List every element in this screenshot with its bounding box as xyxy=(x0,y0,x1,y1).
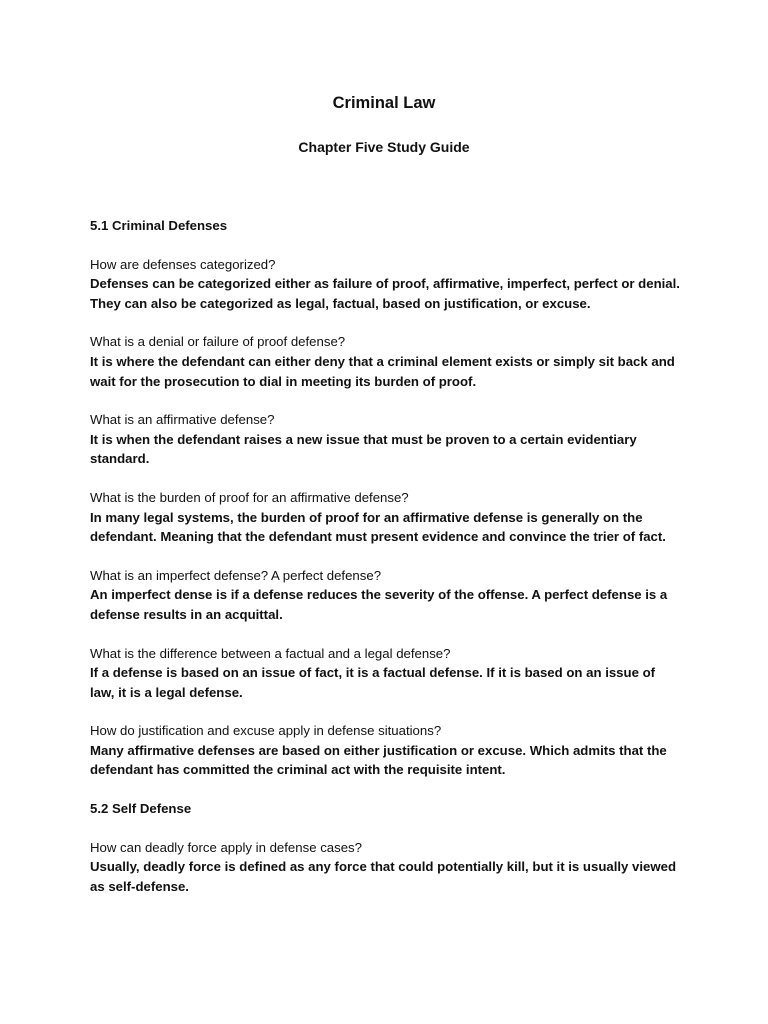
qa-item xyxy=(90,410,680,469)
question-text: How can deadly force apply in defense cases? xyxy=(90,839,362,855)
answer-text: An imperfect dense is if a defense reduces the severity of the offense. A perfect defense is a defense results in an acquittal. xyxy=(90,587,668,622)
answer-text: Defenses can be categorized either as failure of proof, affirmative, imperfect, perfect or denial. They can also be categorized as legal, factual, based on justification, or excuse. xyxy=(90,276,680,311)
qa-item xyxy=(90,838,680,897)
qa-item xyxy=(90,255,680,314)
question-text: What is a denial or failure of proof defense? xyxy=(90,334,346,350)
question-text: What is the difference between a factual and a legal defense? xyxy=(90,645,451,661)
answer-text: It is when the defendant raises a new issue that must be proven to a certain evidentiary standard. xyxy=(90,431,637,467)
section-heading: 5.1 Criminal Defenses xyxy=(90,218,228,233)
answer-text: Usually, deadly force is defined as any force that could potentially kill, but it is usually viewed as self-defense. xyxy=(90,859,677,894)
document-body xyxy=(90,216,680,915)
question-text: How are defenses categorized? xyxy=(90,256,276,272)
section-heading: 5.2 Self Defense xyxy=(90,801,192,817)
question-text: How do justification and excuse apply in defense situations? xyxy=(90,723,442,739)
qa-item xyxy=(90,721,680,780)
question-text: What is an affirmative defense? xyxy=(90,412,275,428)
answer-text: Many affirmative defenses are based on either justification or excuse. Which admits that the defendant has committed the criminal act with the requisite intent. xyxy=(90,742,667,778)
qa-item xyxy=(90,332,680,391)
answer-text: If a defense is based on an issue of fact, it is a factual defense. If it is based on an issue of law, it is a legal defense. xyxy=(90,665,656,700)
qa-item xyxy=(90,488,680,547)
qa-item xyxy=(90,566,680,625)
answer-text: It is where the defendant can either deny that a criminal element exists or simply sit back and wait for the prosecution to dial in meeting its burden of proof. xyxy=(90,353,675,389)
section-criminal-defenses xyxy=(90,216,680,780)
question-text: What is an imperfect defense? A perfect defense? xyxy=(90,567,382,583)
answer-text: In many legal systems, the burden of proof for an affirmative defense is generally on the defendant. Meaning that the defendant must present evidence and convince the trier of fact. xyxy=(90,509,666,545)
document-subtitle: Chapter Five Study Guide xyxy=(298,139,470,155)
section-self-defense xyxy=(90,799,680,896)
qa-item xyxy=(90,644,680,703)
question-text: What is the burden of proof for an affirmative defense? xyxy=(90,489,409,505)
document-title: Criminal Law xyxy=(332,94,436,112)
